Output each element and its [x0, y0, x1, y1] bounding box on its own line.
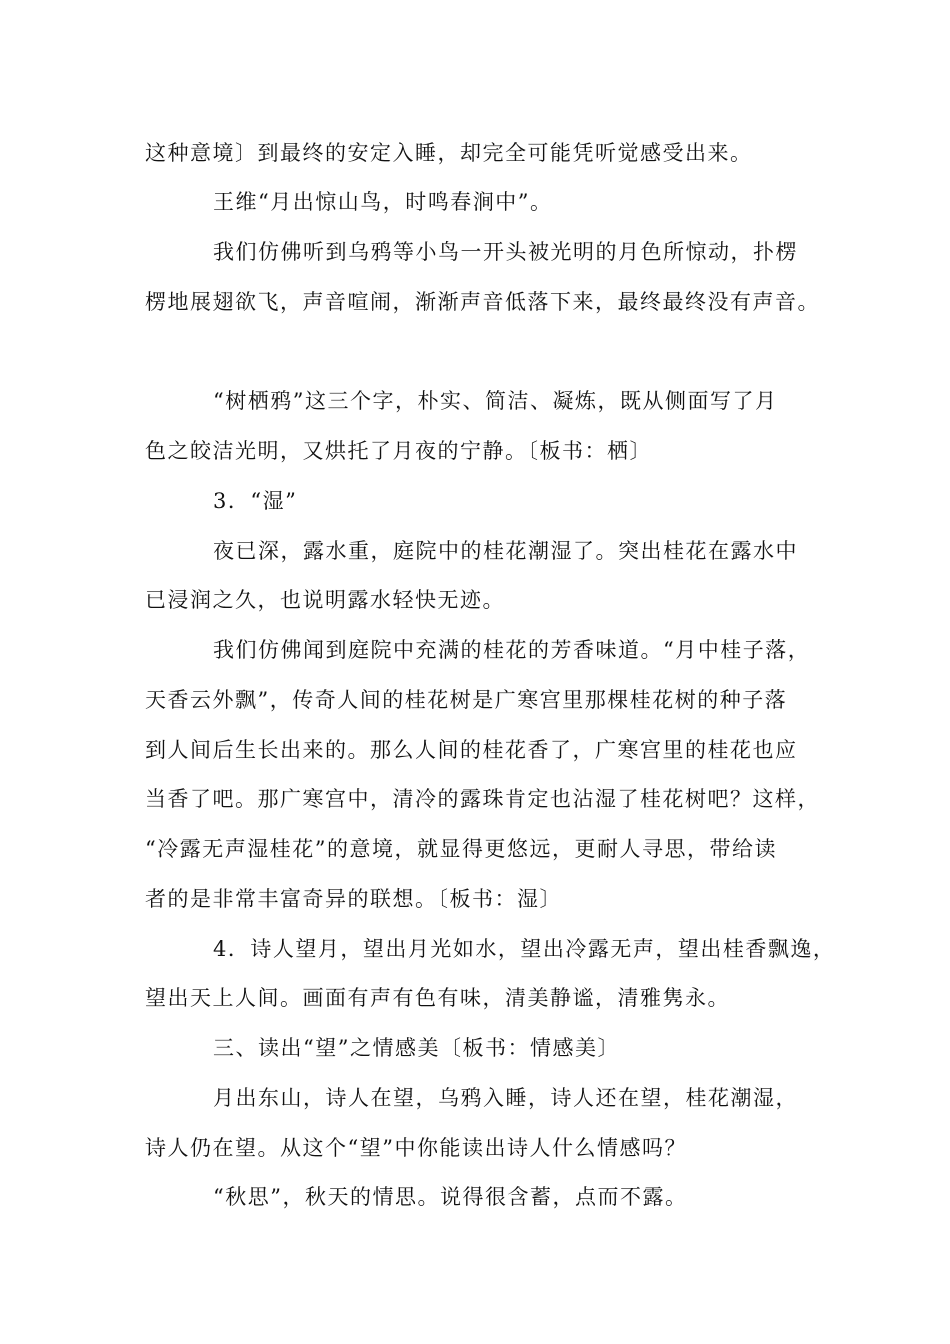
- text-line: 夜已深，露水重，庭院中的桂花潮湿了。突出桂花在露水中: [213, 539, 798, 563]
- text-line: 者的是非常丰富奇异的联想。〔板书：湿〕: [145, 887, 562, 911]
- text-line: 望出天上人间。画面有声有色有味，清美静谧，清雅隽永。: [145, 986, 730, 1010]
- text-line: “秋思”，秋天的情思。说得很含蓄，点而不露。: [213, 1185, 688, 1209]
- text-line: 我们仿佛听到乌鸦等小鸟一开头被光明的月色所惊动，扑楞: [213, 240, 798, 264]
- text-line: 到人间后生长出来的。那么人间的桂花香了，广寒宫里的桂花也应: [145, 738, 798, 762]
- text-line: “树栖鸦”这三个字，朴实、简洁、凝炼，既从侧面写了月: [213, 389, 778, 413]
- section-heading: 3．“湿”: [213, 489, 298, 513]
- text-line: 月出东山，诗人在望，乌鸦入睡，诗人还在望，桂花潮湿，: [213, 1086, 798, 1110]
- text-line: 4．诗人望月，望出月光如水，望出冷露无声，望出桂香飘逸，: [213, 937, 836, 961]
- text-line: “冷露无声湿桂花”的意境，就显得更悠远，更耐人寻思，带给读: [145, 837, 777, 861]
- section-heading: 三、读出“望”之情感美〔板书：情感美〕: [213, 1036, 620, 1060]
- text-line: 色之皎洁光明，又烘托了月夜的宁静。〔板书：栖〕: [145, 439, 652, 463]
- text-line: 天香云外飘”，传奇人间的桂花树是广寒宫里那棵桂花树的种子落: [145, 688, 788, 712]
- text-line: 楞地展翅欲飞，声音喧闹，渐渐声音低落下来，最终最终没有声音。: [145, 290, 820, 314]
- text-line: 王维“月出惊山鸟，时鸣春涧中”。: [213, 190, 553, 214]
- text-line: 我们仿佛闻到庭院中充满的桂花的芳香味道。“月中桂子落，: [213, 638, 811, 662]
- text-line: 已浸润之久，也说明露水轻快无迹。: [145, 588, 505, 612]
- text-line: 这种意境〕到最终的安定入睡，却完全可能凭听觉感受出来。: [145, 141, 753, 165]
- text-line: 诗人仍在望。从这个“望”中你能读出诗人什么情感吗？: [145, 1136, 687, 1160]
- text-line: 当香了吧。那广寒宫中，清冷的露珠肯定也沾湿了桂花树吧？这样，: [145, 787, 820, 811]
